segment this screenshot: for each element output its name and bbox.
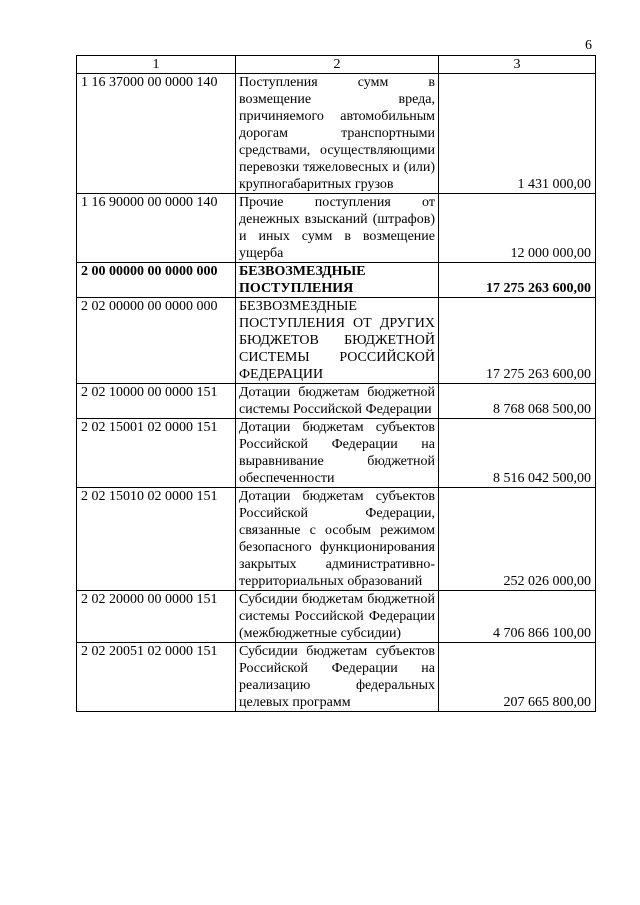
amount-cell: 8 768 068 500,00 bbox=[439, 384, 596, 419]
amount-cell: 207 665 800,00 bbox=[439, 643, 596, 712]
revenue-name-cell: Дотации бюджетам субъектов Российской Федерации на выравнивание бюджетной обеспеченности bbox=[236, 419, 439, 488]
revenue-name-cell: Поступления сумм в возмещение вреда, причиняемого автомобильным дорогам транспортными средствами, осуществляющими перевозки тяжеловесных и (или) крупногабаритных грузов bbox=[236, 74, 439, 194]
revenue-code-cell: 1 16 37000 00 0000 140 bbox=[77, 74, 236, 194]
table-row bbox=[77, 74, 596, 194]
table-row bbox=[77, 591, 596, 643]
amount-cell: 17 275 263 600,00 bbox=[439, 263, 596, 298]
revenue-name-cell: Субсидии бюджетам бюджетной системы Российской Федерации (межбюджетные субсидии) bbox=[236, 591, 439, 643]
revenue-name-cell: Прочие поступления от денежных взысканий (штрафов) и иных сумм в возмещение ущерба bbox=[236, 194, 439, 263]
amount-cell: 1 431 000,00 bbox=[439, 74, 596, 194]
table-row bbox=[77, 263, 596, 298]
revenue-name-cell: БЕЗВОЗМЕЗДНЫЕ ПОСТУПЛЕНИЯ bbox=[236, 263, 439, 298]
column-header-2: 2 bbox=[236, 56, 439, 74]
revenue-code-cell: 2 02 00000 00 0000 000 bbox=[77, 298, 236, 384]
page-number: 6 bbox=[585, 38, 592, 53]
revenue-code-cell: 2 02 15001 02 0000 151 bbox=[77, 419, 236, 488]
budget-revenue-table bbox=[76, 55, 596, 712]
table-header-row bbox=[77, 56, 596, 74]
table-row bbox=[77, 298, 596, 384]
table-row bbox=[77, 643, 596, 712]
revenue-code-cell: 2 02 20051 02 0000 151 bbox=[77, 643, 236, 712]
amount-cell: 252 026 000,00 bbox=[439, 488, 596, 591]
amount-cell: 17 275 263 600,00 bbox=[439, 298, 596, 384]
revenue-name-cell: Субсидии бюджетам субъектов Российской Федерации на реализацию федеральных целевых программ bbox=[236, 643, 439, 712]
amount-cell: 4 706 866 100,00 bbox=[439, 591, 596, 643]
revenue-code-cell: 2 02 20000 00 0000 151 bbox=[77, 591, 236, 643]
column-header-3: 3 bbox=[439, 56, 596, 74]
revenue-code-cell: 1 16 90000 00 0000 140 bbox=[77, 194, 236, 263]
amount-cell: 8 516 042 500,00 bbox=[439, 419, 596, 488]
revenue-name-cell: Дотации бюджетам бюджетной системы Российской Федерации bbox=[236, 384, 439, 419]
table-row bbox=[77, 419, 596, 488]
table-row bbox=[77, 194, 596, 263]
amount-cell: 12 000 000,00 bbox=[439, 194, 596, 263]
revenue-code-cell: 2 00 00000 00 0000 000 bbox=[77, 263, 236, 298]
column-header-1: 1 bbox=[77, 56, 236, 74]
revenue-name-cell: Дотации бюджетам субъектов Российской Федерации, связанные с особым режимом безопасного функционирования закрытых административно-территориальных образований bbox=[236, 488, 439, 591]
table-row bbox=[77, 384, 596, 419]
revenue-code-cell: 2 02 15010 02 0000 151 bbox=[77, 488, 236, 591]
revenue-name-cell: БЕЗВОЗМЕЗДНЫЕ ПОСТУПЛЕНИЯ ОТ ДРУГИХ БЮДЖЕТОВ БЮДЖЕТНОЙ СИСТЕМЫ РОССИЙСКОЙ ФЕДЕРАЦИИ bbox=[236, 298, 439, 384]
table-row bbox=[77, 488, 596, 591]
revenue-code-cell: 2 02 10000 00 0000 151 bbox=[77, 384, 236, 419]
